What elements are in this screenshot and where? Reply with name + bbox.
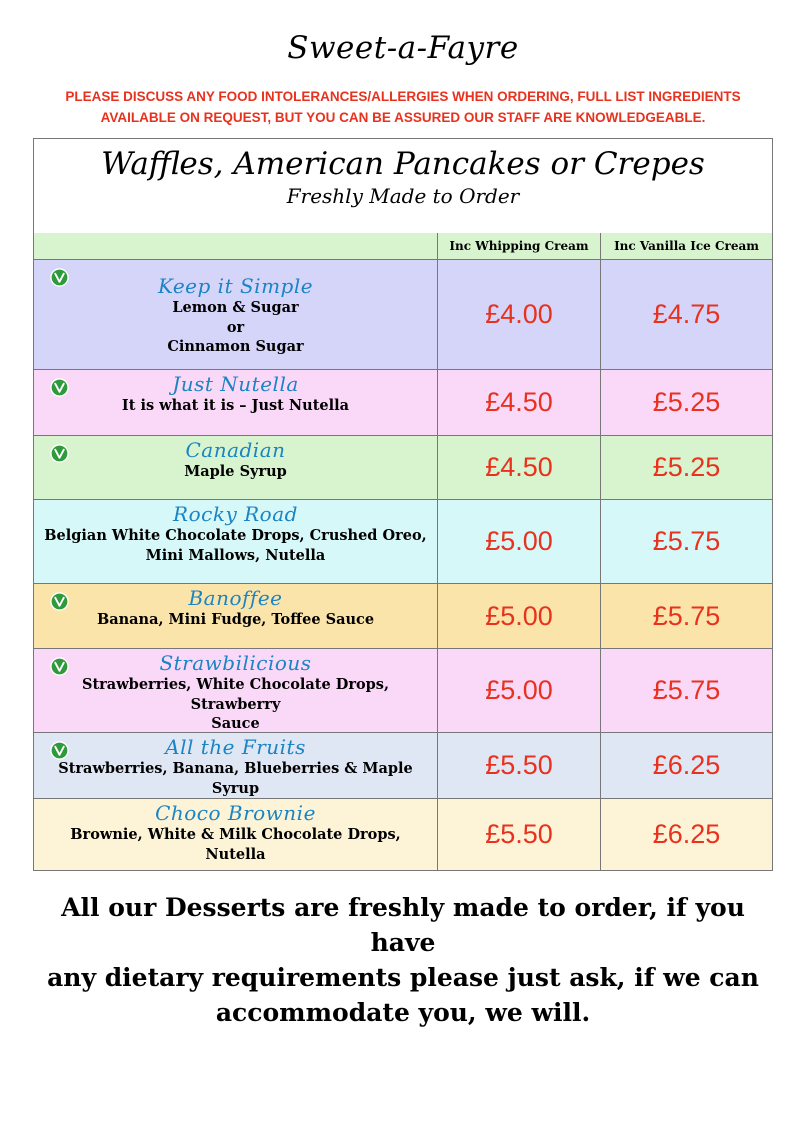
price-whipping-cream: £5.00 [437,649,600,732]
vegetarian-leaf-icon [50,378,69,397]
item-cell [34,260,437,369]
vegetarian-leaf-icon [50,444,69,463]
vegetarian-leaf-icon [50,657,69,676]
item-name: All the Fruits [165,735,306,759]
price-whipping-cream: £5.50 [437,733,600,798]
item-name: Just Nutella [172,372,299,396]
vegetarian-leaf-icon [50,741,69,760]
menu-row [34,649,772,733]
price-whipping-cream: £4.50 [437,436,600,499]
footer-line: any dietary requirements please just ask, if we can [47,963,759,992]
item-description-line: Maple Syrup [184,463,287,480]
price-vanilla-ice-cream: £6.25 [600,733,772,798]
column-header-vanilla-ice-cream: Inc Vanilla Ice Cream [600,233,772,259]
footer-line: All our Desserts are freshly made to order, if you have [61,893,745,957]
brand-title: Sweet-a-Fayre [287,30,519,66]
column-header-row [34,233,772,260]
price-whipping-cream: £5.00 [437,584,600,648]
footer-note [40,890,766,1030]
item-description-line: Mini Mallows, Nutella [145,546,326,564]
item-cell [34,500,437,583]
item-description-line: Brownie, White & Milk Chocolate Drops, Nutella [70,826,401,863]
item-cell [34,436,437,499]
item-description-line: Banana, Mini Fudge, Toffee Sauce [96,611,375,628]
item-cell [34,799,437,870]
price-whipping-cream: £4.00 [437,260,600,369]
menu-header [34,139,772,234]
menu-title: Waffles, American Pancakes or Crepes [101,146,705,182]
menu-row [34,500,772,584]
menu-row [34,436,772,500]
menu-row [34,260,772,370]
item-description-line: Sauce [211,715,260,732]
item-cell [34,370,437,435]
menu-row [34,799,772,870]
item-name: Banoffee [188,586,283,610]
price-whipping-cream: £5.00 [437,500,600,583]
price-vanilla-ice-cream: £4.75 [600,260,772,369]
item-description-line: Strawberries, Banana, Blueberries & Maple Syrup [58,760,413,797]
item-description-line: Lemon & Sugar [172,299,299,316]
menu-row [34,584,772,649]
item-name: Strawbilicious [159,651,312,675]
item-name: Canadian [185,438,286,462]
item-cell [34,649,437,732]
item-description-line: It is what it is – Just Nutella [121,397,350,414]
vegetarian-leaf-icon [50,268,69,287]
menu-table [33,138,773,871]
price-whipping-cream: £5.50 [437,799,600,870]
item-description-line: Cinnamon Sugar [167,338,304,355]
price-vanilla-ice-cream: £5.75 [600,649,772,732]
item-cell [34,584,437,648]
price-vanilla-ice-cream: £5.75 [600,500,772,583]
footer-line: accommodate you, we will. [215,998,591,1027]
item-name: Choco Brownie [155,801,316,825]
menu-row [34,733,772,799]
item-description-line: Belgian White Chocolate Drops, Crushed Oreo, [44,527,427,544]
vegetarian-leaf-icon [50,592,69,611]
price-whipping-cream: £4.50 [437,370,600,435]
price-vanilla-ice-cream: £5.25 [600,370,772,435]
menu-row [34,370,772,436]
price-vanilla-ice-cream: £5.25 [600,436,772,499]
item-description-line: Strawberries, White Chocolate Drops, Strawberry [82,676,389,713]
allergy-notice: PLEASE DISCUSS ANY FOOD INTOLERANCES/ALLERGIES WHEN ORDERING, FULL LIST INGREDIENTS AVAILABLE ON REQUEST, BUT YOU CAN BE ASSURED OUR STAFF ARE KNOWLEDGEABLE. [65,89,741,125]
item-name: Rocky Road [173,502,298,526]
item-name: Keep it Simple [157,274,314,298]
price-vanilla-ice-cream: £5.75 [600,584,772,648]
item-description-line: or [226,318,245,336]
column-header-whipping-cream: Inc Whipping Cream [437,233,600,259]
item-cell [34,733,437,798]
menu-subtitle: Freshly Made to Order [286,184,520,208]
price-vanilla-ice-cream: £6.25 [600,799,772,870]
